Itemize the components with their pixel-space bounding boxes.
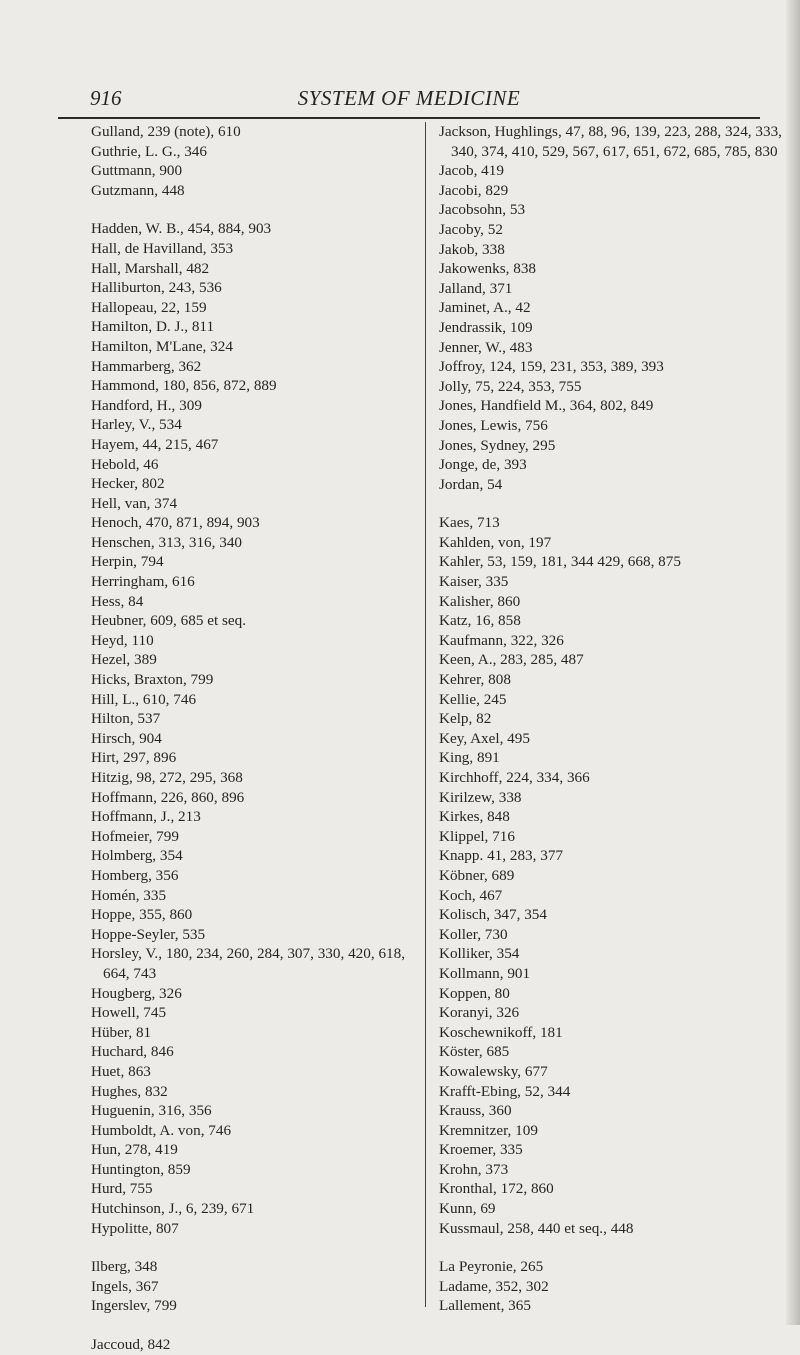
index-entry: Knapp. 41, 283, 377 [439,847,564,865]
letter-gap [91,1238,421,1257]
index-entry: Hammond, 180, 856, 872, 889 [91,377,277,395]
index-entry: Köster, 685 [439,1043,510,1061]
index-entry: Jacobsohn, 53 [439,201,526,219]
index-entry: Hebold, 46 [91,455,159,473]
index-entry: Kahler, 53, 159, 181, 344 429, 668, 875 [439,553,681,571]
index-entry: Hicks, Braxton, 799 [91,671,214,689]
index-entry: Jalland, 371 [439,279,513,297]
index-entry: Heyd, 110 [91,631,154,649]
index-entry: Hammarberg, 362 [91,357,202,375]
index-entry: Hilton, 537 [91,710,161,728]
index-entry: Howell, 745 [91,1004,167,1022]
index-entry: Koranyi, 326 [439,1004,520,1022]
index-entry: Kaiser, 335 [439,573,509,591]
index-entry: Kaes, 713 [439,514,500,532]
index-entry: Kelp, 82 [439,710,492,728]
index-entry: Ilberg, 348 [91,1258,158,1276]
index-entry: Keen, A., 283, 285, 487 [439,651,584,669]
index-entry: Hypolitte, 807 [91,1219,179,1237]
index-entry: Hill, L., 610, 746 [91,690,197,708]
running-title: SYSTEM OF MEDICINE [297,86,521,110]
index-entry: Katz, 16, 858 [439,612,521,630]
index-entry: Ingerslev, 799 [91,1297,177,1315]
letter-gap [91,200,421,219]
index-entry: Hezel, 389 [91,651,157,669]
index-entry: Hadden, W. B., 454, 884, 903 [91,220,272,238]
index-entry: Kolisch, 347, 354 [439,906,547,924]
index-entry: Guthrie, L. G., 346 [91,142,207,160]
index-entry: Jordan, 54 [439,475,503,493]
index-entry: Handford, H., 309 [91,396,202,414]
index-entry: Kalisher, 860 [439,592,521,610]
index-entry: Key, Axel, 495 [439,729,530,747]
index-entry: Hoppe-Seyler, 535 [91,925,206,943]
letter-gap [91,1316,421,1335]
index-entry: Kronthal, 172, 860 [439,1180,554,1198]
index-entry: Herringham, 616 [91,573,195,591]
page-header [58,86,760,116]
index-entry: Krauss, 360 [439,1102,512,1120]
index-entry: Klippel, 716 [439,827,515,845]
page-number: 916 [90,86,122,110]
index-entry: Horsley, V., 180, 234, 260, 284, 307, 330, 420, 618, 664, 743 [91,945,406,982]
index-entry: Koch, 467 [439,886,503,904]
index-entry: Hamilton, M'Lane, 324 [91,337,233,355]
index-entry: Jacobi, 829 [439,181,509,199]
index-entry: Kirkes, 848 [439,808,510,826]
index-entry: Jakowenks, 838 [439,260,537,278]
letter-gap [439,494,784,513]
index-entry: Hun, 278, 419 [91,1141,178,1159]
index-entry: Jackson, Hughlings, 47, 88, 96, 139, 223, 288, 324, 333, 340, 374, 410, 529, 567, 617, 651, 672, 685, 785, 830 [439,123,782,160]
index-entry: Huguenin, 316, 356 [91,1102,212,1120]
index-entry: Kussmaul, 258, 440 et seq., 448 [439,1219,634,1237]
index-entry: Herpin, 794 [91,553,164,571]
index-entry: Lallement, 365 [439,1297,531,1315]
index-entry: Krohn, 373 [439,1160,509,1178]
index-entry: Krafft-Ebing, 52, 344 [439,1082,571,1100]
index-entry: Hall, Marshall, 482 [91,259,210,277]
index-entry: Kirchhoff, 224, 334, 366 [439,769,590,786]
index-entry: Halliburton, 243, 536 [91,279,222,297]
index-entry: Jacoby, 52 [439,220,503,238]
index-entry: Kehrer, 808 [439,671,511,689]
index-entry: Kahlden, von, 197 [439,533,552,551]
index-column-left [91,122,421,1355]
index-entry: Hitzig, 98, 272, 295, 368 [91,769,243,786]
index-entry: Kellie, 245 [439,690,507,708]
index-entry: Koschewnikoff, 181 [439,1023,563,1041]
index-entry: Hüber, 81 [91,1023,152,1041]
index-entry: Hutchinson, J., 6, 239, 671 [91,1200,255,1218]
index-entry: Kaufmann, 322, 326 [439,631,564,649]
index-entry: Jones, Handfield M., 364, 802, 849 [439,397,654,415]
index-entry: Hirt, 297, 896 [91,749,177,767]
index-entry: Jacob, 419 [439,162,504,180]
index-entry: Gulland, 239 (note), 610 [91,123,241,140]
index-entry: Kirilzew, 338 [439,788,522,806]
index-entry: Huntington, 859 [91,1160,191,1178]
index-entry: Jones, Sydney, 295 [439,436,556,454]
index-entry: Gutzmann, 448 [91,181,185,199]
index-entry: Hofmeier, 799 [91,827,179,845]
index-entry: Kollmann, 901 [439,964,531,982]
index-entry: Holmberg, 354 [91,847,183,865]
index-entry: Henoch, 470, 871, 894, 903 [91,514,260,532]
index-entry: Hess, 84 [91,592,144,610]
index-entry: Guttmann, 900 [91,162,183,180]
index-entry: Homén, 335 [91,886,167,904]
index-entry: Köbner, 689 [439,866,515,884]
index-entry: Humboldt, A. von, 746 [91,1121,232,1139]
index-entry: Jakob, 338 [439,240,505,258]
index-entry: Jones, Lewis, 756 [439,416,548,434]
index-entry: Harley, V., 534 [91,416,182,434]
index-entry: Hayem, 44, 215, 467 [91,435,219,453]
index-entry: Hall, de Havilland, 353 [91,239,234,257]
index-entry: Hoppe, 355, 860 [91,906,193,924]
index-entry: Hougberg, 326 [91,984,182,1002]
index-entry: Hurd, 755 [91,1180,153,1198]
index-entry: Hirsch, 904 [91,729,162,747]
index-entry: Jaminet, A., 42 [439,299,531,317]
index-entry: Jolly, 75, 224, 353, 755 [439,377,582,395]
column-divider [425,122,426,1307]
index-entry: Henschen, 313, 316, 340 [91,533,243,551]
index-entry: Hallopeau, 22, 159 [91,298,207,316]
index-entry: Koller, 730 [439,925,508,943]
index-entry: Kunn, 69 [439,1200,496,1218]
index-entry: Huet, 863 [91,1062,151,1080]
index-column-right [439,122,784,1316]
index-entry: Koppen, 80 [439,984,510,1002]
index-entry: Homberg, 356 [91,866,179,884]
index-entry: Jendrassik, 109 [439,318,533,336]
index-entry: Hamilton, D. J., 811 [91,318,215,336]
index-entry: Kremnitzer, 109 [439,1121,538,1139]
index-entry: Kroemer, 335 [439,1141,523,1159]
index-entry: Huchard, 846 [91,1043,174,1061]
index-entry: Jonge, de, 393 [439,456,527,474]
page-edge [786,0,800,1325]
index-entry: La Peyronie, 265 [439,1258,544,1276]
index-entry: Ingels, 367 [91,1277,159,1295]
index-entry: Joffroy, 124, 159, 231, 353, 389, 393 [439,358,664,376]
index-entry: Hoffmann, J., 213 [91,808,201,826]
index-entry: Hoffmann, 226, 860, 896 [91,788,245,806]
index-entry: Kowalewsky, 677 [439,1062,548,1080]
index-entry: Ladame, 352, 302 [439,1277,549,1295]
index-entry: Jenner, W., 483 [439,338,533,356]
index-entry: Jaccoud, 842 [91,1336,171,1354]
index-entry: Heubner, 609, 685 et seq. [91,612,247,630]
index-entry: Hecker, 802 [91,475,165,493]
index-entry: Hell, van, 374 [91,494,178,512]
header-rule [58,117,760,119]
letter-gap [439,1238,784,1257]
index-entry: Hughes, 832 [91,1082,168,1100]
index-entry: King, 891 [439,749,500,767]
index-entry: Kolliker, 354 [439,945,520,963]
